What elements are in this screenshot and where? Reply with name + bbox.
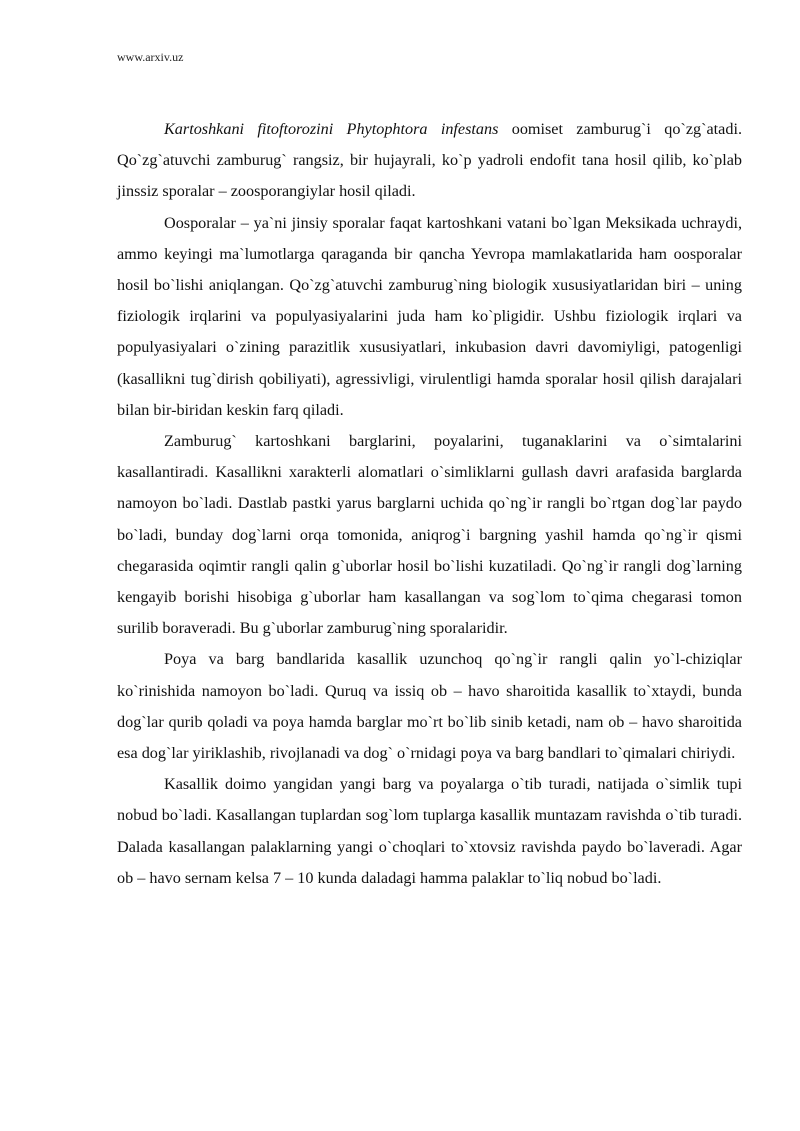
header-url: www.arxiv.uz: [117, 50, 184, 64]
paragraph-4: Poya va barg bandlarida kasallik uzunchoq qo`ng`ir rangli qalin yo`l-chiziqlar ko`rinishida namoyon bo`ladi. Quruq va issiq ob – havo sharoitida kasallik to`xtaydi, bunda dog`lar qurib qoladi va poya hamda barglar mo`rt bo`lib sinib ketadi, nam ob – havo sharoitida esa dog`lar yiriklashib, rivojlanadi va dog` o`rnidagi poya va barg bandlari to`qimalari chiriydi.: [117, 650, 742, 763]
paragraph-1: [117, 114, 742, 208]
document-body: [117, 114, 742, 894]
paragraph-5: Kasallik doimo yangidan yangi barg va poyalarga o`tib turadi, natijada o`simlik tupi nobud bo`ladi. Kasallangan tuplardan sog`lom tuplarga kasallik muntazam ravishda o`tib turadi. Dalada kasallangan palaklarning yangi o`choqlari to`xtovsiz ravishda paydo bo`laveradi. Agar ob – havo sernam kelsa 7 – 10 kunda daladagi hamma palaklar to`liq nobud bo`ladi.: [117, 775, 742, 887]
paragraph-1-text: oomiset zamburug`i qo`zg`atadi. Qo`zg`atuvchi zamburug` rangsiz, bir hujayrali, ko`p yadroli endofit tana hosil qilib, ko`plab jinssiz sporalar – zoosporangiylar hosil qiladi.: [117, 120, 743, 201]
paragraph-2: Oosporalar – ya`ni jinsiy sporalar faqat kartoshkani vatani bo`lgan Meksikada uchraydi, ammo keyingi ma`lumotlarga qaraganda bir qancha Yevropa mamlakatlarida ham oosporalar hosil bo`lishi aniqlangan. Qo`zg`atuvchi zamburug`ning biologik xususiyatlaridan biri – uning fiziologik irqlarini va populyasiyalarini juda ham ko`pligidir. Ushbu fiziologik irqlari va populyasiyalari o`zining parazitlik xususiyatlari, inkubasion davri davomiyligi, patogenligi (kasallikni tug`dirish qobiliyati), agressivligi, virulentligi hamda sporalar hosil qilish darajalari bilan bir-biridan keskin farq qiladi.: [117, 213, 742, 419]
species-name: Kartoshkani fitoftorozini Phytophtora infestans: [164, 120, 499, 138]
paragraph-3: Zamburug` kartoshkani barglarini, poyalarini, tuganaklarini va o`simtalarini kasallantiradi. Kasallikni xarakterli alomatlari o`simliklarni gullash davri arafasida barglarda namoyon bo`ladi. Dastlab pastki yarus barglarni uchida qo`ng`ir rangli bo`rtgan dog`lar paydo bo`ladi, bunday dog`larni orqa tomonida, aniqrog`i bargning yashil hamda qo`ng`ir qismi chegarasida oqimtir rangli qalin g`uborlar hosil bo`lishi kuzatiladi. Qo`ng`ir rangli dog`larning kengayib borishi hisobiga g`uborlar ham kasallangan va sog`lom to`qima chegarasi tomon surilib boraveradi. Bu g`uborlar zamburug`ning sporalaridir.: [117, 432, 742, 638]
